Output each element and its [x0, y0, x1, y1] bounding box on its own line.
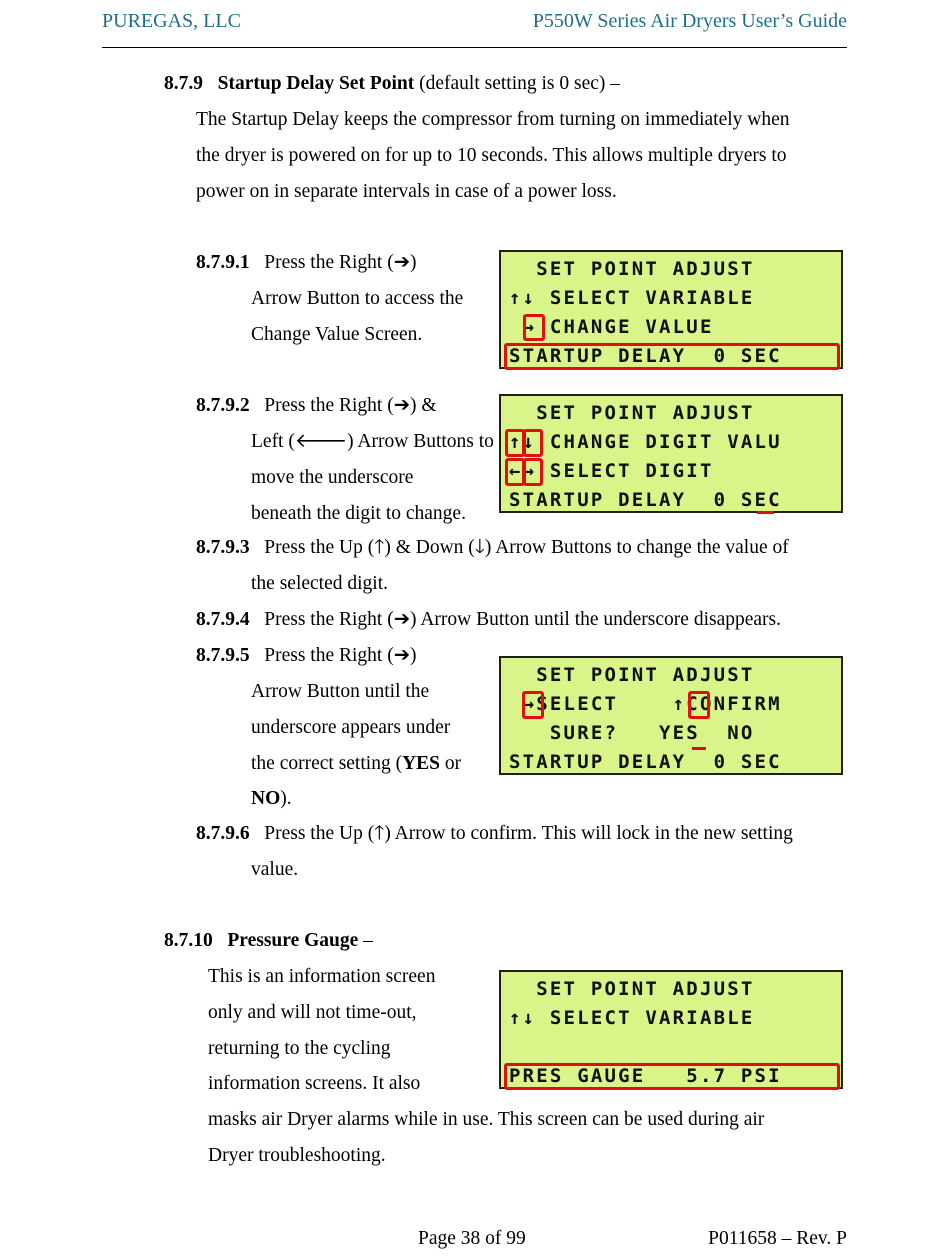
step-text: Arrow Button to access the [251, 288, 464, 309]
lcd-row: ↑↓ SELECT VARIABLE [509, 1007, 755, 1029]
lcd-screen-change-digit [499, 394, 843, 513]
lcd-row: →SELECT ↑CONFIRM [509, 693, 782, 715]
body-line: power on in separate intervals in case of a power loss. [196, 180, 617, 202]
step-text: Press the Right (➔) & [264, 395, 437, 416]
lcd-row: → CHANGE VALUE [509, 316, 714, 338]
lcd-row: SET POINT ADJUST [509, 978, 755, 1000]
step-text: Press the Right (➔) [264, 252, 417, 273]
section-number: 8.7.9 [164, 73, 203, 94]
highlight-down-arrow-icon [523, 429, 543, 457]
step-text: Press the Up (🡑) & Down (🡓) Arrow Buttons to change the value of [264, 537, 789, 558]
lcd-row: ←→ SELECT DIGIT [509, 460, 714, 482]
step-text [251, 781, 461, 817]
highlight-pres-gauge-row [504, 1063, 840, 1090]
footer-page-number: Page 38 of 99 [418, 1228, 526, 1249]
section-8-7-9-body [196, 102, 790, 209]
step-8-7-9-2 [196, 388, 437, 424]
lcd-screen-confirm [499, 656, 843, 775]
highlight-right-arrow-icon [523, 458, 543, 486]
section-title-suffix: – [358, 930, 373, 951]
header-rule [102, 47, 847, 48]
body-line: the dryer is powered on for up to 10 seconds. This allows multiple dryers to [196, 144, 787, 166]
lcd-row: STARTUP DELAY 0 SEC [509, 751, 782, 773]
step-text: beneath the digit to change. [251, 502, 466, 524]
lcd-row: SURE? YES NO [509, 722, 755, 744]
section-title: Pressure Gauge [227, 930, 359, 951]
step-text-part: ). [280, 788, 292, 810]
section-number: 8.7.10 [164, 930, 213, 951]
section-title-suffix: (default setting is 0 sec) – [414, 73, 621, 94]
section-title: Startup Delay Set Point [217, 73, 415, 94]
step-text: Press the Right (➔) [264, 645, 417, 666]
body-line: This is an information screen [208, 966, 436, 987]
digit-underscore [757, 511, 774, 514]
step-text: Left (🡐) Arrow Buttons to [251, 431, 494, 452]
body-line: only and will not time-out, [208, 1001, 417, 1023]
step-number: 8.7.9.6 [196, 823, 250, 844]
highlight-startup-delay-row [504, 343, 840, 370]
footer-doc-number: P011658 – Rev. P [708, 1228, 847, 1249]
step-8-7-9-3-cont: the selected digit. [251, 573, 388, 594]
yes-option-text: YES [402, 752, 440, 774]
lcd-row: STARTUP DELAY 0 SEC [509, 345, 782, 367]
step-8-7-9-4 [196, 602, 781, 638]
step-8-7-9-5 [196, 638, 417, 674]
yes-underscore [692, 747, 706, 750]
lcd-row: SET POINT ADJUST [509, 664, 755, 686]
highlight-up-arrow-icon [505, 429, 525, 457]
step-text: underscore appears under [251, 716, 451, 738]
step-number: 8.7.9.4 [196, 609, 250, 630]
step-text-part: or [440, 752, 462, 774]
lcd-row: ↑↓ SELECT VARIABLE [509, 287, 755, 309]
step-text: Press the Up (🡑) Arrow to confirm. This will lock in the new setting [264, 823, 793, 844]
highlight-up-arrow-icon [688, 691, 710, 719]
step-number: 8.7.9.3 [196, 537, 250, 558]
section-8-7-9-heading [164, 66, 620, 102]
step-text [251, 746, 461, 782]
highlight-right-arrow-icon [522, 691, 544, 719]
header-doc-title: P550W Series Air Dryers User’s Guide [532, 10, 847, 32]
lcd-row: PRES GAUGE 5.7 PSI [509, 1065, 782, 1087]
body-line: Dryer troubleshooting. [208, 1144, 386, 1166]
lcd-row: SET POINT ADJUST [509, 258, 755, 280]
step-8-7-9-6-cont: value. [251, 859, 299, 880]
body-line: returning to the cycling [208, 1037, 391, 1059]
step-8-7-9-3 [196, 530, 789, 566]
step-number: 8.7.9.2 [196, 395, 250, 416]
step-text-part: the correct setting ( [251, 752, 403, 774]
step-8-7-9-6 [196, 816, 793, 852]
step-text: move the underscore [251, 466, 414, 488]
body-line: masks air Dryer alarms while in use. This screen can be used during air [208, 1109, 765, 1131]
lcd-row: SET POINT ADJUST [509, 402, 755, 424]
step-number: 8.7.9.1 [196, 252, 250, 273]
step-number: 8.7.9.5 [196, 645, 250, 666]
highlight-left-arrow-icon [505, 458, 525, 486]
step-8-7-9-5-cont [251, 674, 461, 817]
step-8-7-9-2-cont [251, 424, 494, 531]
highlight-right-arrow-icon [523, 314, 545, 341]
no-option-text: NO [251, 788, 281, 810]
step-8-7-9-1-cont [251, 281, 463, 353]
header-company: PUREGAS, LLC [102, 10, 241, 32]
lcd-row: STARTUP DELAY 0 SEC [509, 489, 782, 511]
step-text: Press the Right (➔) Arrow Button until the underscore disappears. [264, 609, 781, 630]
body-line: The Startup Delay keeps the compressor from turning on immediately when [196, 109, 790, 130]
body-line: information screens. It also [208, 1073, 421, 1095]
section-8-7-10-heading [164, 923, 373, 959]
step-8-7-9-1 [196, 245, 417, 281]
lcd-screen-change-value [499, 250, 843, 369]
step-text: Change Value Screen. [251, 323, 423, 345]
lcd-row: ↑↓ CHANGE DIGIT VALU [509, 431, 782, 453]
step-text: Arrow Button until the [251, 681, 430, 702]
lcd-screen-pressure-gauge [499, 970, 843, 1089]
